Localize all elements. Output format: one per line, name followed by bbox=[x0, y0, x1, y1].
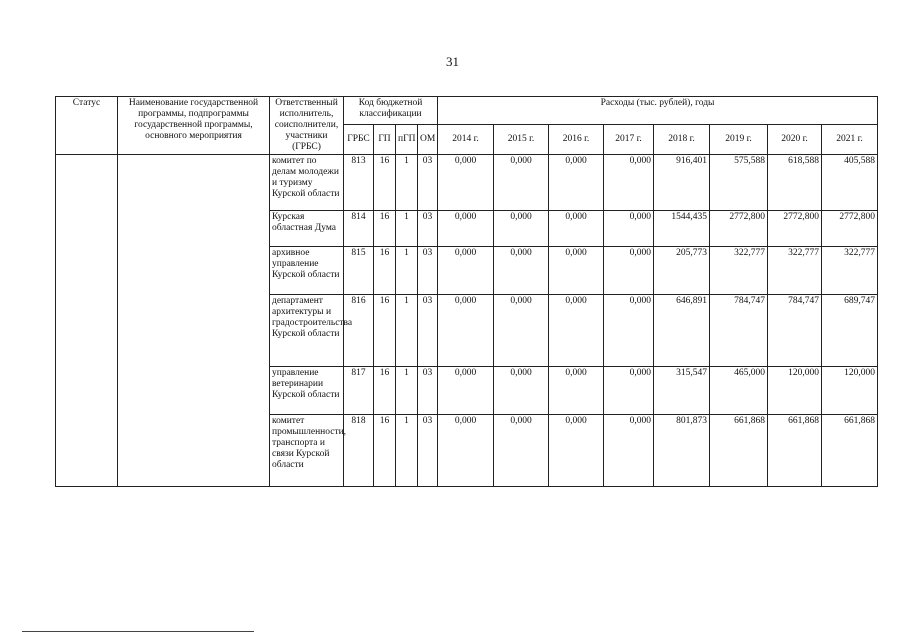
value-cell: 661,868 bbox=[710, 415, 768, 487]
value-cell: 801,873 bbox=[654, 415, 710, 487]
gp-cell: 16 bbox=[374, 367, 396, 415]
header-year: 2016 г. bbox=[549, 125, 604, 155]
gp-cell: 16 bbox=[374, 295, 396, 367]
value-cell: 0,000 bbox=[494, 155, 549, 211]
page-number: 31 bbox=[446, 54, 459, 69]
value-cell: 0,000 bbox=[604, 295, 654, 367]
grbs-cell: 816 bbox=[344, 295, 374, 367]
value-cell: 0,000 bbox=[604, 367, 654, 415]
header-year: 2018 г. bbox=[654, 125, 710, 155]
value-cell: 0,000 bbox=[549, 415, 604, 487]
table-row bbox=[56, 155, 878, 211]
value-cell: 0,000 bbox=[549, 211, 604, 247]
header-year: 2019 г. bbox=[710, 125, 768, 155]
header-year: 2021 г. bbox=[822, 125, 878, 155]
value-cell: 784,747 bbox=[710, 295, 768, 367]
program-name-cell bbox=[118, 155, 270, 487]
value-cell: 405,588 bbox=[822, 155, 878, 211]
value-cell: 0,000 bbox=[438, 211, 494, 247]
value-cell: 784,747 bbox=[768, 295, 822, 367]
header-code-om: ОМ bbox=[418, 125, 438, 155]
header-status: Статус bbox=[56, 97, 118, 155]
header-code-gp: ГП bbox=[374, 125, 396, 155]
value-cell: 0,000 bbox=[438, 155, 494, 211]
value-cell: 2772,800 bbox=[822, 211, 878, 247]
header-year: 2017 г. bbox=[604, 125, 654, 155]
pgp-cell: 1 bbox=[396, 415, 418, 487]
value-cell: 2772,800 bbox=[710, 211, 768, 247]
grbs-cell: 813 bbox=[344, 155, 374, 211]
gp-cell: 16 bbox=[374, 415, 396, 487]
value-cell: 0,000 bbox=[549, 155, 604, 211]
grbs-cell: 815 bbox=[344, 247, 374, 295]
value-cell: 0,000 bbox=[604, 247, 654, 295]
grbs-cell: 818 bbox=[344, 415, 374, 487]
gp-cell: 16 bbox=[374, 155, 396, 211]
om-cell: 03 bbox=[418, 367, 438, 415]
pgp-cell: 1 bbox=[396, 155, 418, 211]
value-cell: 322,777 bbox=[710, 247, 768, 295]
value-cell: 0,000 bbox=[494, 295, 549, 367]
executor-cell: управление ветеринарии Курской области bbox=[270, 367, 344, 415]
header-year: 2014 г. bbox=[438, 125, 494, 155]
pgp-cell: 1 bbox=[396, 247, 418, 295]
header-name: Наименование государственной программы, подпрограммы государственной программы, основного мероприятия bbox=[118, 97, 270, 155]
header-code-pgp: пГП bbox=[396, 125, 418, 155]
value-cell: 646,891 bbox=[654, 295, 710, 367]
value-cell: 322,777 bbox=[768, 247, 822, 295]
value-cell: 315,547 bbox=[654, 367, 710, 415]
om-cell: 03 bbox=[418, 415, 438, 487]
value-cell: 0,000 bbox=[494, 367, 549, 415]
value-cell: 0,000 bbox=[494, 211, 549, 247]
value-cell: 1544,435 bbox=[654, 211, 710, 247]
value-cell: 0,000 bbox=[549, 247, 604, 295]
grbs-cell: 817 bbox=[344, 367, 374, 415]
value-cell: 0,000 bbox=[438, 415, 494, 487]
value-cell: 661,868 bbox=[822, 415, 878, 487]
header-code-grbs: ГРБС bbox=[344, 125, 374, 155]
om-cell: 03 bbox=[418, 247, 438, 295]
value-cell: 0,000 bbox=[494, 415, 549, 487]
executor-cell: Курская областная Дума bbox=[270, 211, 344, 247]
value-cell: 575,588 bbox=[710, 155, 768, 211]
footnote-divider bbox=[22, 631, 254, 632]
value-cell: 916,401 bbox=[654, 155, 710, 211]
executor-cell: комитет промышленности, транспорта и связи Курской области bbox=[270, 415, 344, 487]
value-cell: 0,000 bbox=[549, 295, 604, 367]
pgp-cell: 1 bbox=[396, 367, 418, 415]
value-cell: 0,000 bbox=[604, 155, 654, 211]
header-year: 2020 г. bbox=[768, 125, 822, 155]
value-cell: 465,000 bbox=[710, 367, 768, 415]
value-cell: 120,000 bbox=[822, 367, 878, 415]
gp-cell: 16 bbox=[374, 211, 396, 247]
header-expenses-group: Расходы (тыс. рублей), годы bbox=[438, 97, 878, 125]
pgp-cell: 1 bbox=[396, 211, 418, 247]
executor-cell: департамент архитектуры и градостроительства Курской области bbox=[270, 295, 344, 367]
om-cell: 03 bbox=[418, 155, 438, 211]
pgp-cell: 1 bbox=[396, 295, 418, 367]
executor-cell: комитет по делам молодежи и туризму Курской области bbox=[270, 155, 344, 211]
value-cell: 0,000 bbox=[604, 415, 654, 487]
value-cell: 0,000 bbox=[438, 367, 494, 415]
value-cell: 0,000 bbox=[549, 367, 604, 415]
value-cell: 120,000 bbox=[768, 367, 822, 415]
gp-cell: 16 bbox=[374, 247, 396, 295]
header-year: 2015 г. bbox=[494, 125, 549, 155]
value-cell: 2772,800 bbox=[768, 211, 822, 247]
value-cell: 0,000 bbox=[604, 211, 654, 247]
value-cell: 661,868 bbox=[768, 415, 822, 487]
value-cell: 618,588 bbox=[768, 155, 822, 211]
om-cell: 03 bbox=[418, 211, 438, 247]
value-cell: 0,000 bbox=[494, 247, 549, 295]
value-cell: 0,000 bbox=[438, 247, 494, 295]
budget-table bbox=[55, 96, 878, 487]
executor-cell: архивное управление Курской области bbox=[270, 247, 344, 295]
value-cell: 689,747 bbox=[822, 295, 878, 367]
om-cell: 03 bbox=[418, 295, 438, 367]
value-cell: 322,777 bbox=[822, 247, 878, 295]
value-cell: 0,000 bbox=[438, 295, 494, 367]
status-cell bbox=[56, 155, 118, 487]
value-cell: 205,773 bbox=[654, 247, 710, 295]
header-executor: Ответственный исполнитель, соисполнители, участники (ГРБС) bbox=[270, 97, 344, 155]
header-code-group: Код бюджетной классификации bbox=[344, 97, 438, 125]
grbs-cell: 814 bbox=[344, 211, 374, 247]
